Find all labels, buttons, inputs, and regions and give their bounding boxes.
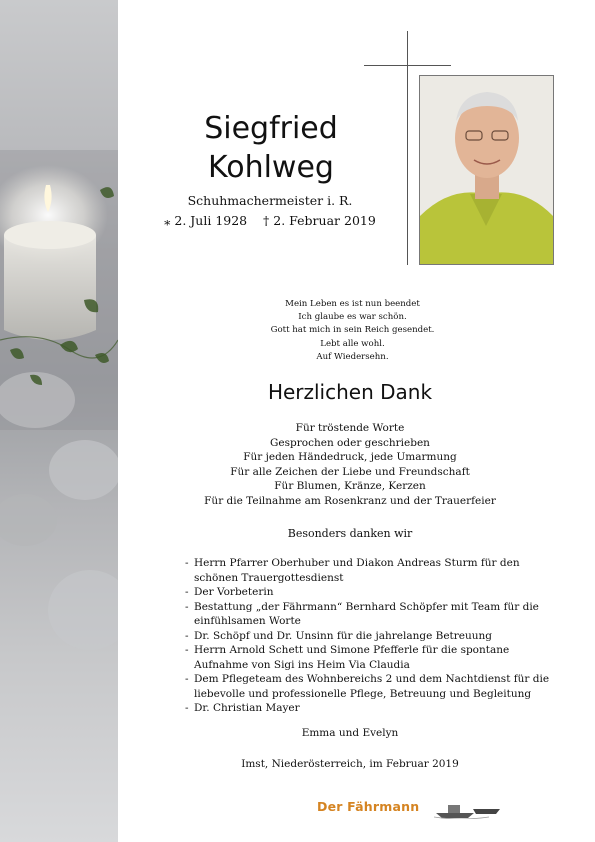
verse-line: Für die Teilnahme am Rosenkranz und der Trauerfeier [204,494,496,507]
poem [260,298,445,364]
poem-line: Gott hat mich in sein Reich gesendet. [270,325,435,336]
decorative-candle-image [0,0,118,842]
deceased-last-name: Kohlweg [208,150,334,185]
list-item: - Der Vorbeterin [185,585,565,600]
list-item: - Dr. Schöpf und Dr. Unsinn für die jahrelange Betreuung [185,629,565,644]
funeral-home-footer [312,797,557,825]
verse-line: Für jeden Händedruck, jede Umarmung [243,451,457,463]
signers: Emma und Evelyn [301,727,399,739]
portrait-photo [419,75,554,265]
thanks-heading: Herzlichen Dank [267,380,433,404]
list-item: - Bestattung „der Fährmann“ Bernhard Schöpfer mit Team für die einfühlsamen Worte [185,600,565,629]
poem-line: Ich glaube es war schön. [298,312,407,323]
verse-line: Gesprochen oder geschrieben [270,436,430,449]
thanks-verses [190,421,510,508]
deceased-first-name: Siegfried [204,111,338,146]
death-date: † 2. Februar 2019 [263,213,376,228]
special-thanks-heading: Besonders danken wir [287,527,413,540]
list-item: - Herrn Arnold Schett und Simone Pfefferle für die spontane Aufnahme von Sigi ins Heim Via Claudia [185,643,565,672]
ferry-icon [472,803,502,815]
verse-line: Für Blumen, Kränze, Kerzen [274,480,426,492]
life-dates [160,213,380,228]
poem-line: Mein Leben es ist nun beendet [285,299,420,309]
verse-line: Für tröstende Worte [295,422,405,434]
place-date: Imst, Niederösterreich, im Februar 2019 [241,758,459,770]
occupation: Schuhmachermeister i. R. [187,193,353,208]
verse-line: Für alle Zeichen der Liebe und Freundschaft [230,465,470,478]
special-thanks-list [185,556,565,716]
birth-date: ⁎ 2. Juli 1928 [164,213,248,228]
poem-line: Auf Wiedersehn. [316,351,389,362]
list-item: - Herrn Pfarrer Oberhuber und Diakon Andreas Sturm für den schönen Trauergottesdienst [185,556,565,585]
funeral-home-logo: Der Fährmann [317,799,420,814]
list-item: - Dem Pflegeteam des Wohnbereichs 2 und dem Nachtdienst für die liebevolle und professionelle Pflege, Betreuung und Begleitung [185,672,565,701]
cross-icon [407,31,408,265]
poem-line: Lebt alle wohl. [320,338,385,349]
list-item: - Dr. Christian Mayer [185,701,565,716]
cross-icon-bar [364,65,451,66]
